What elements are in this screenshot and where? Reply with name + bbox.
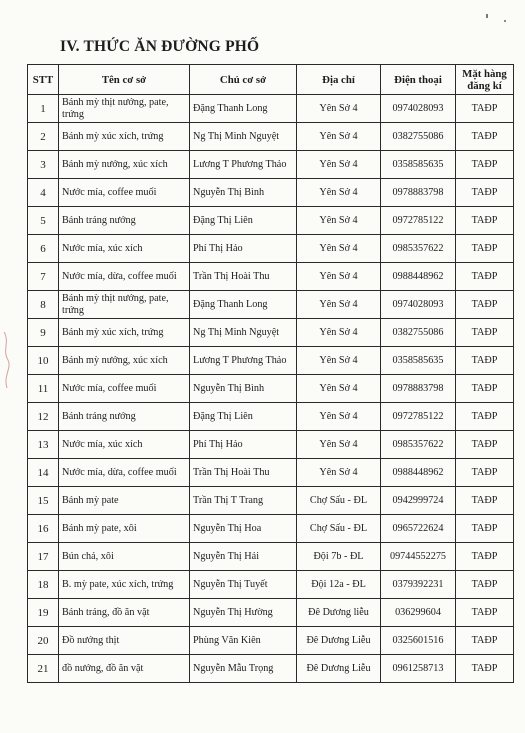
row-phone: 0988448962 xyxy=(381,263,456,291)
table-row xyxy=(28,431,514,459)
row-owner: Ng Thị Minh Nguyệt xyxy=(190,123,297,151)
row-address: Yên Sở 4 xyxy=(297,151,381,179)
table-row xyxy=(28,291,514,319)
row-stt: 11 xyxy=(28,375,59,403)
row-category: TAĐP xyxy=(456,599,514,627)
row-phone: 0985357622 xyxy=(381,235,456,263)
row-owner: Nguyễn Thị Tuyết xyxy=(190,571,297,599)
row-stt: 7 xyxy=(28,263,59,291)
row-phone: 0985357622 xyxy=(381,431,456,459)
row-category: TAĐP xyxy=(456,263,514,291)
row-stt: 6 xyxy=(28,235,59,263)
row-owner: Đặng Thị Liên xyxy=(190,403,297,431)
row-category: TAĐP xyxy=(456,123,514,151)
row-address: Yên Sở 4 xyxy=(297,123,381,151)
row-category: TAĐP xyxy=(456,151,514,179)
row-address: Yên Sở 4 xyxy=(297,179,381,207)
table-row xyxy=(28,347,514,375)
row-owner: Đặng Thị Liên xyxy=(190,207,297,235)
row-business-name: Bánh tráng nướng xyxy=(59,403,190,431)
row-phone: 09744552275 xyxy=(381,543,456,571)
table-row xyxy=(28,599,514,627)
row-category: TAĐP xyxy=(456,347,514,375)
row-category: TAĐP xyxy=(456,403,514,431)
table-header-row xyxy=(28,65,514,95)
row-phone: 0961258713 xyxy=(381,655,456,683)
row-address: Yên Sở 4 xyxy=(297,347,381,375)
row-business-name: Bánh mỳ thịt nướng, pate, trứng xyxy=(59,95,190,123)
table-row xyxy=(28,207,514,235)
row-address: Đê Dương liễu xyxy=(297,599,381,627)
row-phone: 0974028093 xyxy=(381,95,456,123)
row-owner: Đặng Thanh Long xyxy=(190,95,297,123)
table-row xyxy=(28,403,514,431)
table-row xyxy=(28,263,514,291)
row-business-name: Bánh mỳ thịt nướng, pate, trứng xyxy=(59,291,190,319)
row-owner: Phí Thị Hảo xyxy=(190,431,297,459)
row-phone: 0965722624 xyxy=(381,515,456,543)
row-phone: 0978883798 xyxy=(381,179,456,207)
row-owner: Ng Thị Minh Nguyệt xyxy=(190,319,297,347)
row-business-name: Bánh mỳ xúc xích, trứng xyxy=(59,123,190,151)
row-owner: Lương T Phương Thảo xyxy=(190,347,297,375)
row-business-name: Bún chả, xôi xyxy=(59,543,190,571)
row-business-name: Bánh mỳ nướng, xúc xích xyxy=(59,151,190,179)
row-phone: 0358585635 xyxy=(381,151,456,179)
row-owner: Nguyễn Mẫu Trọng xyxy=(190,655,297,683)
row-phone: 036299604 xyxy=(381,599,456,627)
table-row xyxy=(28,515,514,543)
row-owner: Lương T Phương Thảo xyxy=(190,151,297,179)
row-category: TAĐP xyxy=(456,207,514,235)
row-business-name: Nước mía, xúc xích xyxy=(59,235,190,263)
row-category: TAĐP xyxy=(456,571,514,599)
table-row xyxy=(28,375,514,403)
row-phone: 0978883798 xyxy=(381,375,456,403)
margin-pen-mark xyxy=(0,330,16,390)
row-stt: 10 xyxy=(28,347,59,375)
row-category: TAĐP xyxy=(456,179,514,207)
table-row xyxy=(28,655,514,683)
row-business-name: Nước mía, dừa, coffee muối xyxy=(59,459,190,487)
row-business-name: Bánh mỳ nướng, xúc xích xyxy=(59,347,190,375)
row-category: TAĐP xyxy=(456,235,514,263)
row-phone: 0325601516 xyxy=(381,627,456,655)
header-stt: STT xyxy=(28,65,59,95)
row-address: Yên Sở 4 xyxy=(297,375,381,403)
row-owner: Phí Thị Hảo xyxy=(190,235,297,263)
row-category: TAĐP xyxy=(456,375,514,403)
row-owner: Trần Thị Hoài Thu xyxy=(190,263,297,291)
table-row xyxy=(28,179,514,207)
row-stt: 15 xyxy=(28,487,59,515)
row-stt: 2 xyxy=(28,123,59,151)
row-stt: 4 xyxy=(28,179,59,207)
scan-speck xyxy=(486,14,488,18)
row-address: Yên Sở 4 xyxy=(297,431,381,459)
row-business-name: Bánh mỳ xúc xích, trứng xyxy=(59,319,190,347)
row-stt: 21 xyxy=(28,655,59,683)
row-address: Yên Sở 4 xyxy=(297,263,381,291)
table-row xyxy=(28,627,514,655)
header-owner: Chủ cơ sở xyxy=(190,65,297,95)
row-address: Đội 12a - ĐL xyxy=(297,571,381,599)
row-address: Đê Dương Liễu xyxy=(297,627,381,655)
row-owner: Nguyễn Thị Bình xyxy=(190,375,297,403)
row-owner: Đặng Thanh Long xyxy=(190,291,297,319)
row-business-name: đồ nướng, đồ ăn vặt xyxy=(59,655,190,683)
row-address: Yên Sở 4 xyxy=(297,403,381,431)
row-business-name: Nước mía, coffee muối xyxy=(59,375,190,403)
row-category: TAĐP xyxy=(456,515,514,543)
row-owner: Trần Thị Hoài Thu xyxy=(190,459,297,487)
row-business-name: Đồ nướng thịt xyxy=(59,627,190,655)
table-row xyxy=(28,151,514,179)
row-phone: 0972785122 xyxy=(381,207,456,235)
row-address: Đội 7b - ĐL xyxy=(297,543,381,571)
row-phone: 0379392231 xyxy=(381,571,456,599)
street-food-table-container xyxy=(27,64,514,683)
row-business-name: B. mỳ pate, xúc xích, trứng xyxy=(59,571,190,599)
row-phone: 0942999724 xyxy=(381,487,456,515)
header-address: Địa chỉ xyxy=(297,65,381,95)
row-category: TAĐP xyxy=(456,543,514,571)
row-business-name: Bánh mỳ pate, xôi xyxy=(59,515,190,543)
row-stt: 18 xyxy=(28,571,59,599)
row-business-name: Bánh mỳ pate xyxy=(59,487,190,515)
row-owner: Phùng Văn Kiên xyxy=(190,627,297,655)
row-phone: 0382755086 xyxy=(381,319,456,347)
table-row xyxy=(28,459,514,487)
table-row xyxy=(28,235,514,263)
row-phone: 0382755086 xyxy=(381,123,456,151)
row-address: Yên Sở 4 xyxy=(297,235,381,263)
row-category: TAĐP xyxy=(456,459,514,487)
row-business-name: Nước mía, xúc xích xyxy=(59,431,190,459)
scan-speck xyxy=(504,20,506,22)
table-row xyxy=(28,95,514,123)
row-phone: 0974028093 xyxy=(381,291,456,319)
section-title: IV. THỨC ĂN ĐƯỜNG PHỐ xyxy=(60,38,260,55)
row-stt: 8 xyxy=(28,291,59,319)
row-stt: 14 xyxy=(28,459,59,487)
row-category: TAĐP xyxy=(456,319,514,347)
row-address: Đê Dương Liễu xyxy=(297,655,381,683)
row-stt: 20 xyxy=(28,627,59,655)
row-stt: 13 xyxy=(28,431,59,459)
row-owner: Nguyễn Thị Hường xyxy=(190,599,297,627)
row-stt: 19 xyxy=(28,599,59,627)
row-address: Chợ Sấu - ĐL xyxy=(297,515,381,543)
row-owner: Nguyễn Thị Hoa xyxy=(190,515,297,543)
row-business-name: Nước mía, coffee muối xyxy=(59,179,190,207)
row-phone: 0358585635 xyxy=(381,347,456,375)
header-name: Tên cơ sở xyxy=(59,65,190,95)
row-phone: 0972785122 xyxy=(381,403,456,431)
row-address: Yên Sở 4 xyxy=(297,319,381,347)
row-address: Chợ Sấu - ĐL xyxy=(297,487,381,515)
row-owner: Trần Thị T Trang xyxy=(190,487,297,515)
row-category: TAĐP xyxy=(456,431,514,459)
header-phone: Điện thoại xyxy=(381,65,456,95)
row-category: TAĐP xyxy=(456,627,514,655)
row-stt: 9 xyxy=(28,319,59,347)
row-phone: 0988448962 xyxy=(381,459,456,487)
row-business-name: Bánh tráng nướng xyxy=(59,207,190,235)
row-stt: 3 xyxy=(28,151,59,179)
row-category: TAĐP xyxy=(456,487,514,515)
row-address: Yên Sở 4 xyxy=(297,95,381,123)
row-address: Yên Sở 4 xyxy=(297,291,381,319)
row-category: TAĐP xyxy=(456,655,514,683)
row-stt: 17 xyxy=(28,543,59,571)
row-business-name: Nước mía, dừa, coffee muối xyxy=(59,263,190,291)
row-stt: 5 xyxy=(28,207,59,235)
table-row xyxy=(28,123,514,151)
row-stt: 16 xyxy=(28,515,59,543)
table-row xyxy=(28,319,514,347)
row-stt: 12 xyxy=(28,403,59,431)
row-address: Yên Sở 4 xyxy=(297,459,381,487)
row-owner: Nguyễn Thị Hải xyxy=(190,543,297,571)
table-row xyxy=(28,487,514,515)
table-row xyxy=(28,543,514,571)
row-category: TAĐP xyxy=(456,95,514,123)
header-category: Mặt hàng đăng kí xyxy=(456,65,514,95)
table-row xyxy=(28,571,514,599)
row-stt: 1 xyxy=(28,95,59,123)
row-category: TAĐP xyxy=(456,291,514,319)
row-business-name: Bánh tráng, đồ ăn vặt xyxy=(59,599,190,627)
street-food-table xyxy=(27,64,514,683)
row-owner: Nguyễn Thị Bình xyxy=(190,179,297,207)
row-address: Yên Sở 4 xyxy=(297,207,381,235)
